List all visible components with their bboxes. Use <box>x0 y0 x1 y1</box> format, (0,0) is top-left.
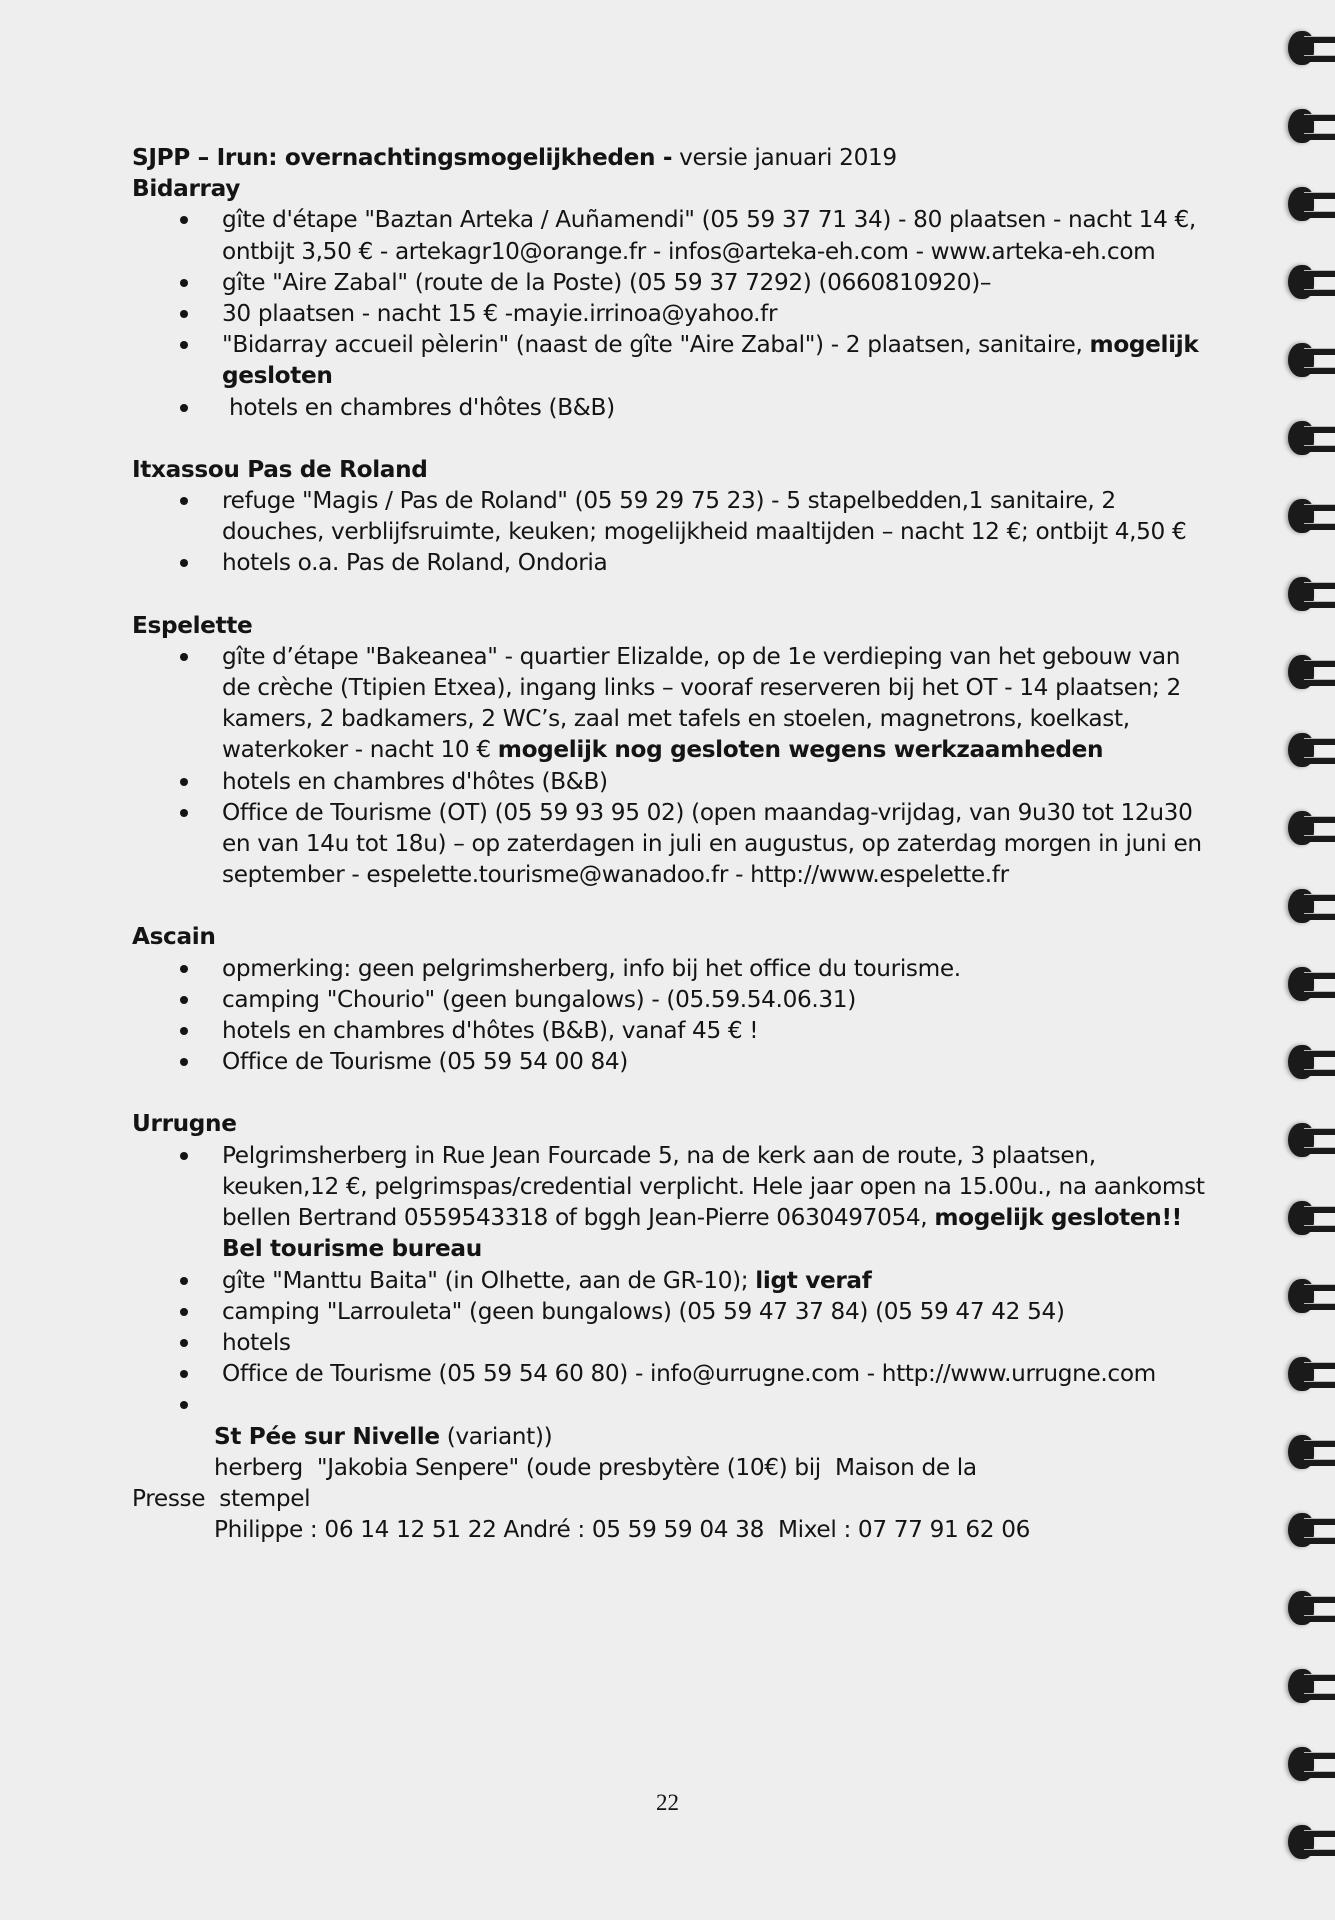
item-list <box>132 485 1212 579</box>
item-warning: mogelijk gesloten!! Bel tourisme bureau <box>222 1204 1182 1263</box>
spiral-ring-icon <box>1288 1666 1335 1706</box>
item-text: 30 plaatsen - nacht 15 € -mayie.irrinoa@yahoo.fr <box>222 300 778 328</box>
bullet-icon <box>180 1277 188 1285</box>
list-item <box>132 953 1212 984</box>
spiral-ring-icon <box>1288 964 1335 1004</box>
item-text: camping "Larrouleta" (geen bungalows) (05 59 47 37 84) (05 59 47 42 54) <box>222 1297 1065 1325</box>
item-list <box>132 204 1212 422</box>
spiral-ring-icon <box>1288 1432 1335 1472</box>
spiral-ring-icon <box>1288 730 1335 770</box>
item-text: "Bidarray accueil pèlerin" (naast de gîte "Aire Zabal") - 2 plaatsen, sanitaire, <box>222 331 1090 359</box>
item-text: Office de Tourisme (05 59 54 60 80) - info@urrugne.com - http://www.urrugne.com <box>222 1360 1156 1388</box>
bullet-icon <box>180 341 188 349</box>
item-text: opmerking: geen pelgrimsherberg, info bij het office du tourisme. <box>222 954 961 982</box>
section-st-pee <box>132 1421 1212 1546</box>
spiral-ring-icon <box>1288 808 1335 848</box>
item-list <box>132 953 1212 1078</box>
bullet-icon <box>180 996 188 1004</box>
item-text: Pelgrimsherberg in Rue Jean Fourcade 5, na de kerk aan de route, 3 plaatsen, keuken,12 €, pelgrimspas/credential verplicht. Hele jaar open na 15.00u., na aankomst bellen Bertrand 0559543318 of bggh Jean-Pierre 0630497054, <box>222 1141 1205 1232</box>
spiral-ring-icon <box>1288 1042 1335 1082</box>
spiral-ring-icon <box>1288 496 1335 536</box>
bullet-icon <box>180 965 188 973</box>
list-item <box>132 1265 1212 1296</box>
bullet-icon <box>180 310 188 318</box>
spiral-ring-icon <box>1288 652 1335 692</box>
st-pee-contacts: Philippe : 06 14 12 51 22 André : 05 59 59 04 38 Mixel : 07 77 91 62 06 <box>214 1516 1031 1544</box>
list-item <box>132 797 1212 891</box>
list-item <box>132 485 1212 547</box>
item-text: Office de Tourisme (05 59 54 00 84) <box>222 1048 628 1076</box>
bullet-icon <box>180 653 188 661</box>
page-content <box>132 142 1212 1545</box>
list-item <box>132 1015 1212 1046</box>
item-text: hotels en chambres d'hôtes (B&B), vanaf 45 € ! <box>222 1017 759 1045</box>
list-item <box>132 1296 1212 1327</box>
heading-suffix: (variant)) <box>439 1422 553 1450</box>
spiral-ring-icon <box>1288 1510 1335 1550</box>
spiral-binding <box>1260 0 1335 1920</box>
item-text: hotels en chambres d'hôtes (B&B) <box>222 767 608 795</box>
bullet-icon <box>180 778 188 786</box>
list-item <box>132 766 1212 797</box>
item-warning: mogelijk gesloten <box>222 331 1199 390</box>
spiral-ring-icon <box>1288 886 1335 926</box>
item-text: hotels en chambres d'hôtes (B&B) <box>222 393 615 421</box>
spiral-ring-icon <box>1288 1744 1335 1784</box>
spiral-ring-icon <box>1288 1276 1335 1316</box>
list-item <box>132 547 1212 578</box>
bullet-icon <box>180 809 188 817</box>
st-pee-line: herberg "Jakobia Senpere" (oude presbytère (10€) bij Maison de la <box>214 1453 977 1481</box>
bullet-icon <box>180 559 188 567</box>
bullet-icon <box>180 1152 188 1160</box>
spiral-ring-icon <box>1288 1198 1335 1238</box>
item-warning: mogelijk nog gesloten wegens werkzaamheden <box>497 736 1104 764</box>
item-list <box>132 641 1212 891</box>
section-itxassou <box>132 454 1212 579</box>
section-heading: St Pée sur Nivelle <box>214 1422 440 1450</box>
document-title <box>132 142 1212 173</box>
item-text: gîte d'étape "Baztan Arteka / Auñamendi" (05 59 37 71 34) - 80 plaatsen - nacht 14 €, ontbijt 3,50 € - artekagr10@orange.fr - infos@arteka-eh.com - www.arteka-eh.com <box>222 206 1196 265</box>
title-bold: SJPP – Irun: overnachtingsmogelijkheden - <box>132 144 673 171</box>
list-item <box>132 1140 1212 1265</box>
spiral-ring-icon <box>1288 1354 1335 1394</box>
spiral-ring-icon <box>1288 28 1335 68</box>
spiral-ring-icon <box>1288 106 1335 146</box>
list-item <box>132 641 1212 766</box>
spiral-ring-icon <box>1288 262 1335 302</box>
item-text: refuge "Magis / Pas de Roland" (05 59 29 75 23) - 5 stapelbedden,1 sanitaire, 2 douches, verblijfsruimte, keuken; mogelijkheid maaltijden – nacht 12 €; ontbijt 4,50 € <box>222 487 1187 546</box>
section-heading: Ascain <box>132 923 216 951</box>
bullet-icon <box>180 1027 188 1035</box>
page-number: 22 <box>656 1790 679 1815</box>
item-text: gîte "Aire Zabal" (route de la Poste) (05 59 37 7292) (0660810920)– <box>222 268 992 296</box>
item-text: gîte "Manttu Baita" (in Olhette, aan de GR-10); <box>222 1266 756 1294</box>
item-text: Office de Tourisme (OT) (05 59 93 95 02) (open maandag-vrijdag, van 9u30 tot 12u30 en van 14u tot 18u) – op zaterdagen in juli en augustus, op zaterdag morgen in juni en september - espelette.tourisme@wanadoo.fr - http://www.espelette.fr <box>222 798 1202 889</box>
spiral-ring-icon <box>1288 340 1335 380</box>
section-urrugne <box>132 1108 1212 1545</box>
section-espelette <box>132 610 1212 891</box>
section-heading: Bidarray <box>132 175 240 203</box>
list-item <box>132 1046 1212 1077</box>
st-pee-heading-line <box>132 1421 1212 1452</box>
spiral-ring-icon <box>1288 1588 1335 1628</box>
list-item <box>132 204 1212 266</box>
list-item <box>132 1327 1212 1358</box>
item-text: camping "Chourio" (geen bungalows) - (05.59.54.06.31) <box>222 985 856 1013</box>
list-item <box>132 984 1212 1015</box>
bullet-icon <box>180 1339 188 1347</box>
spiral-ring-icon <box>1288 1120 1335 1160</box>
bullet-icon <box>180 1308 188 1316</box>
list-item <box>132 392 1212 423</box>
list-item <box>132 267 1212 298</box>
spiral-ring-icon <box>1288 418 1335 458</box>
bullet-icon <box>180 1058 188 1066</box>
spiral-ring-icon <box>1288 184 1335 224</box>
section-ascain <box>132 921 1212 1077</box>
bullet-icon <box>180 1370 188 1378</box>
spiral-ring-icon <box>1288 574 1335 614</box>
bullet-icon <box>180 216 188 224</box>
section-heading: Itxassou Pas de Roland <box>132 455 428 483</box>
list-item <box>132 1358 1212 1389</box>
list-item <box>132 298 1212 329</box>
item-text: hotels <box>222 1328 291 1356</box>
st-pee-line: Presse stempel <box>132 1484 311 1512</box>
bullet-icon <box>180 279 188 287</box>
bullet-icon <box>180 404 188 412</box>
section-heading: Espelette <box>132 611 253 639</box>
item-text: gîte d’étape "Bakeanea" - quartier Elizalde, op de 1e verdieping van het gebouw van de crèche (Ttipien Etxea), ingang links – vooraf reserveren bij het OT - 14 plaatsen; 2 kamers, 2 badkamers, 2 WC’s, zaal met tafels en stoelen, magnetrons, koelkast, waterkoker - nacht 10 € <box>222 642 1181 764</box>
item-text: hotels o.a. Pas de Roland, Ondoria <box>222 549 608 577</box>
bullet-icon <box>180 1401 188 1409</box>
title-version: versie januari 2019 <box>672 144 897 171</box>
item-list <box>132 1140 1212 1421</box>
section-heading: Urrugne <box>132 1110 237 1138</box>
list-item <box>132 329 1212 391</box>
bullet-icon <box>180 497 188 505</box>
item-warning: ligt veraf <box>755 1266 872 1294</box>
list-item-empty <box>132 1389 1212 1420</box>
section-bidarray <box>132 173 1212 423</box>
spiral-ring-icon <box>1288 1822 1335 1862</box>
